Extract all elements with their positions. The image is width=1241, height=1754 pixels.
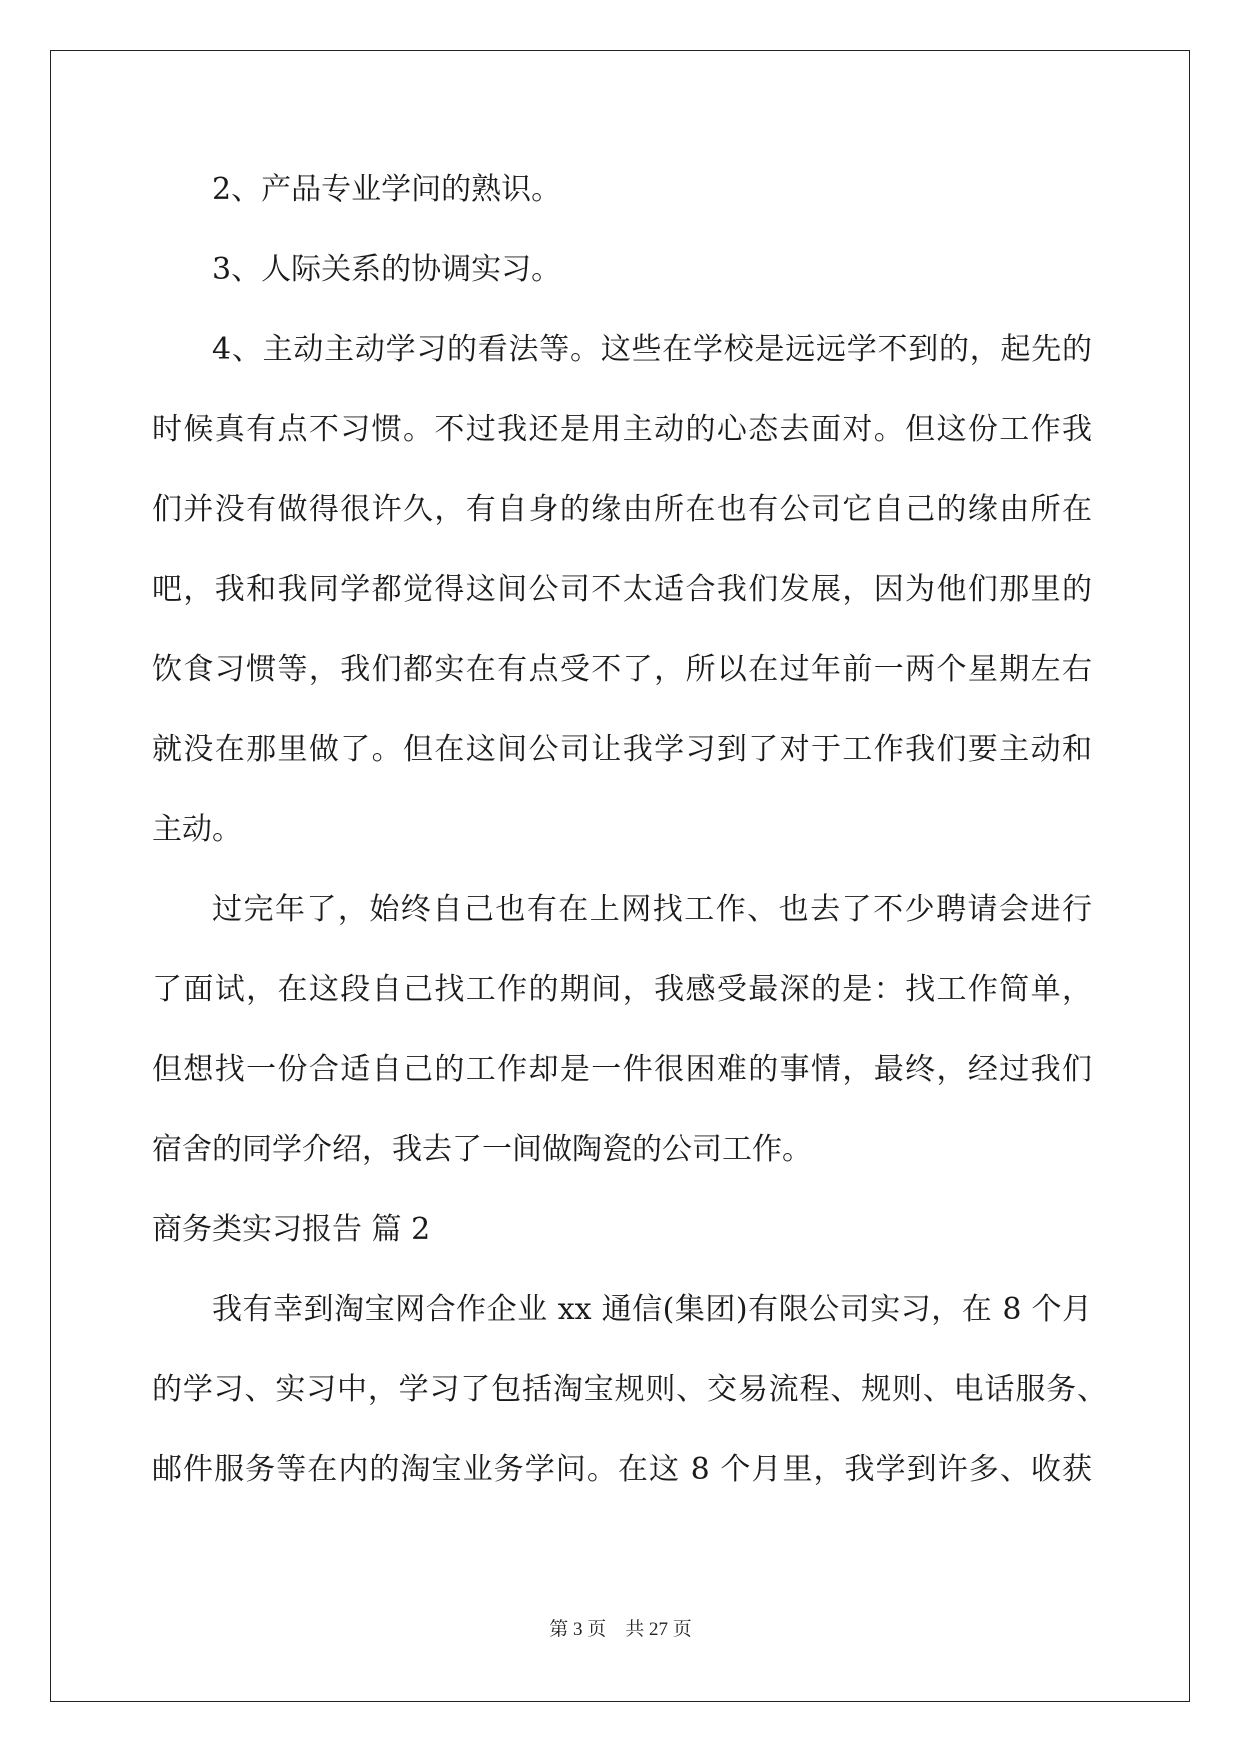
text-line: 4、主动主动学习的看法等。这些在学校是远远学不到的，起先的 xyxy=(212,332,1092,367)
text-line: 饮食习惯等，我们都实在有点受不了，所以在过年前一两个星期左右 xyxy=(152,652,1092,687)
text-line: 的学习、实习中，学习了包括淘宝规则、交易流程、规则、电话服务、 xyxy=(152,1372,1107,1407)
text-line: 们并没有做得很许久，有自身的缘由所在也有公司它自己的缘由所在 xyxy=(152,492,1092,527)
page-footer: 第 3 页 共 27 页 xyxy=(549,1619,692,1640)
text-line: 吧，我和我同学都觉得这间公司不太适合我们发展，因为他们那里的 xyxy=(152,572,1092,607)
text-line: 了面试，在这段自己找工作的期间，我感受最深的是：找工作简单， xyxy=(152,972,1092,1007)
text-line: 我有幸到淘宝网合作企业 xx 通信(集团)有限公司实习，在 8 个月 xyxy=(212,1292,1092,1327)
text-line: 时候真有点不习惯。不过我还是用主动的心态去面对。但这份工作我 xyxy=(152,412,1092,447)
section-heading: 商务类实习报告 篇 2 xyxy=(152,1212,431,1247)
text-line: 3、人际关系的协调实习。 xyxy=(212,252,562,287)
text-line: 但想找一份合适自己的工作却是一件很困难的事情，最终，经过我们 xyxy=(152,1052,1092,1087)
text-line: 宿舍的同学介绍，我去了一间做陶瓷的公司工作。 xyxy=(152,1132,812,1167)
text-line: 主动。 xyxy=(152,812,242,847)
text-line: 邮件服务等在内的淘宝业务学问。在这 8 个月里，我学到许多、收获 xyxy=(152,1452,1092,1487)
text-line: 2、产品专业学问的熟识。 xyxy=(212,172,562,207)
text-line: 就没在那里做了。但在这间公司让我学习到了对于工作我们要主动和 xyxy=(152,732,1092,767)
text-line: 过完年了，始终自己也有在上网找工作、也去了不少聘请会进行 xyxy=(212,892,1092,927)
